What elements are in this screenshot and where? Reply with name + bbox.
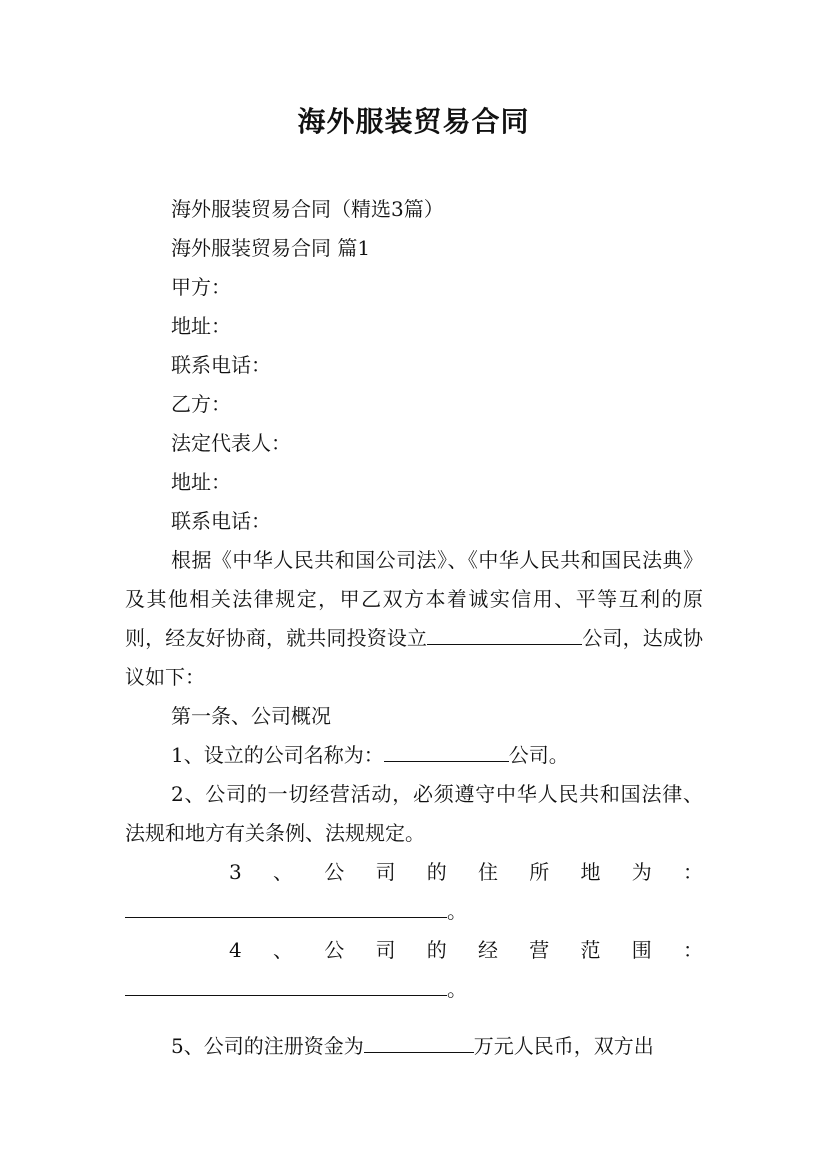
item-5-blank xyxy=(364,1030,474,1053)
item-4-blank xyxy=(125,973,447,996)
item-5-text-start: 5、公司的注册资金为 xyxy=(171,1034,364,1058)
item-4-char: 4 xyxy=(229,938,242,962)
item-1-text-start: 1、设立的公司名称为： xyxy=(171,743,384,767)
item-4-char: 范 xyxy=(580,938,601,962)
item-1 xyxy=(125,736,703,775)
party-a-address: 地址： xyxy=(171,314,231,338)
item-3-char: 3 xyxy=(229,860,242,884)
item-2: 2、公司的一切经营活动，必须遵守中华人民共和国法律、法规和地方有关条例、法规规定。 xyxy=(125,782,703,845)
party-b-address: 地址： xyxy=(171,470,231,494)
item-4-char: 营 xyxy=(529,938,550,962)
item-4-char: ： xyxy=(682,938,703,962)
party-a-phone: 联系电话： xyxy=(171,353,271,377)
section-heading: 海外服装贸易合同 篇1 xyxy=(171,236,371,260)
item-5-text-end: 万元人民币，双方出 xyxy=(473,1034,654,1058)
intro-text-start: 根据《中华人民共和国公司法》、《中华人民共和国民法典》及其他相关法律规定，甲乙双方本着诚实信用、平等互利的原则，经友好协商，就共同投资设立 xyxy=(125,548,703,650)
item-4-char: 、 xyxy=(272,938,293,962)
party-a-label: 甲方： xyxy=(171,275,231,299)
article-1-heading: 第一条、公司概况 xyxy=(171,704,331,728)
item-4-char: 公 xyxy=(324,938,345,962)
item-4-char: 经 xyxy=(477,938,498,962)
item-3-char: 司 xyxy=(375,860,396,884)
item-1-blank xyxy=(384,739,509,762)
item-3-blank xyxy=(125,895,447,918)
item-3-char: 所 xyxy=(529,860,550,884)
item-3-char: 住 xyxy=(477,860,498,884)
party-b-label: 乙方： xyxy=(171,392,231,416)
intro-text-end: 公司，达成协议如下： xyxy=(125,626,704,689)
item-3-char: 、 xyxy=(272,860,293,884)
company-name-blank xyxy=(427,622,582,645)
intro-paragraph xyxy=(125,541,703,697)
document-body xyxy=(125,190,703,1066)
item-4-line xyxy=(125,931,703,970)
item-3-char: 地 xyxy=(580,860,601,884)
item-1-text-end: 公司。 xyxy=(508,743,569,767)
item-4-char: 围 xyxy=(631,938,652,962)
paragraph-gap xyxy=(125,1009,703,1027)
item-5 xyxy=(125,1027,703,1066)
item-3-blank-line xyxy=(125,892,703,931)
party-b-phone: 联系电话： xyxy=(171,509,271,533)
item-3-line xyxy=(125,853,703,892)
item-4-blank-line xyxy=(125,970,703,1009)
item-4-char: 司 xyxy=(375,938,396,962)
subtitle: 海外服装贸易合同（精选3篇） xyxy=(171,197,444,221)
item-3-char: 为 xyxy=(631,860,652,884)
item-3-char: ： xyxy=(682,860,703,884)
document-title: 海外服装贸易合同 xyxy=(297,105,530,138)
item-4-end: 。 xyxy=(447,977,467,1001)
item-4-char: 的 xyxy=(426,938,447,962)
item-3-char: 公 xyxy=(324,860,345,884)
party-b-representative: 法定代表人： xyxy=(171,431,291,455)
item-3-end: 。 xyxy=(447,899,467,923)
item-3-char: 的 xyxy=(426,860,447,884)
